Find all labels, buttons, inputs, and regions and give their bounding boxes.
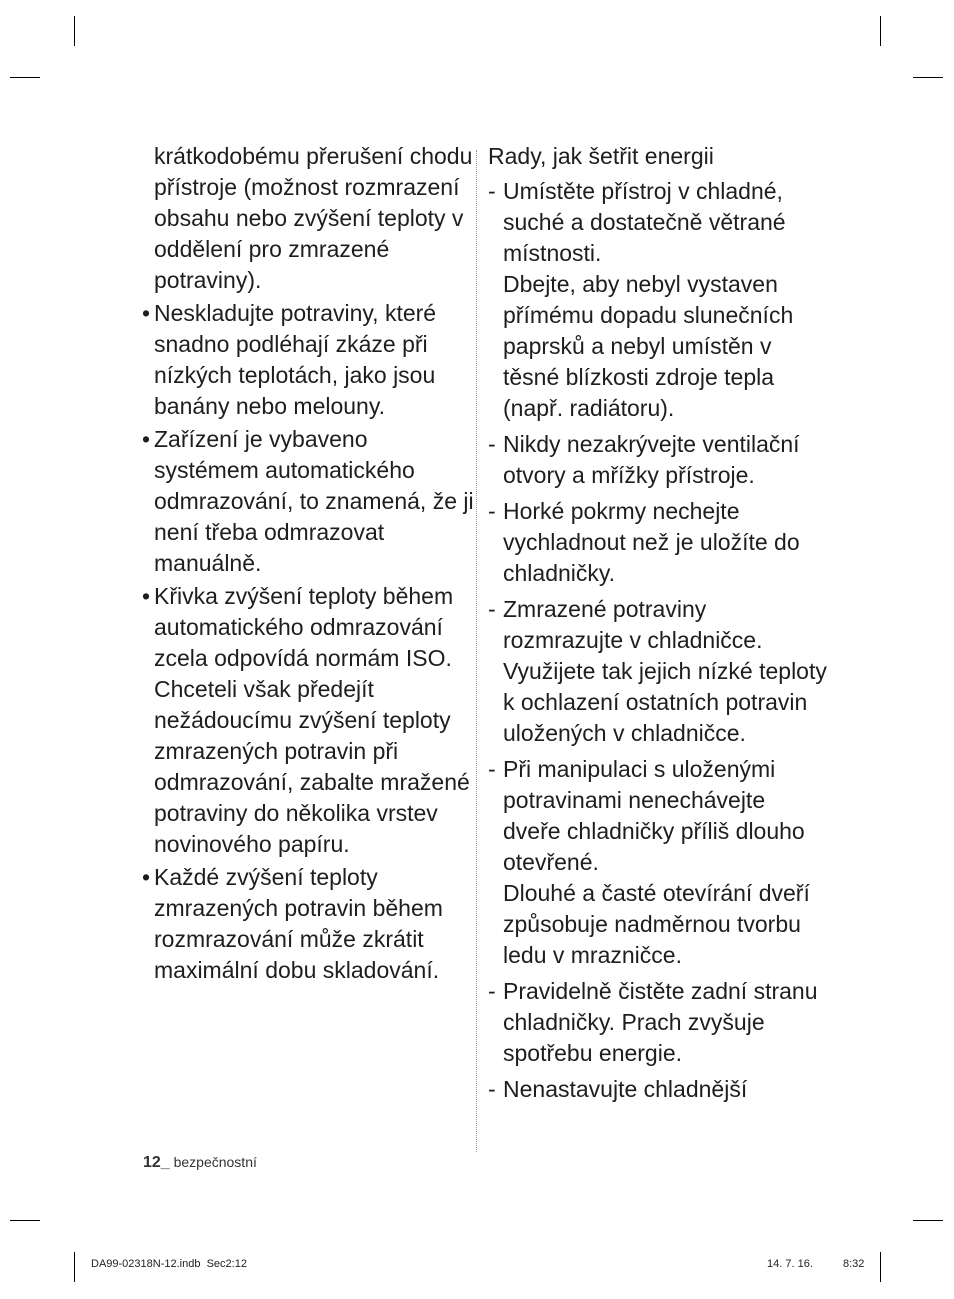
- left-column: [140, 141, 475, 988]
- section-heading: Rady, jak šetřit energii: [488, 143, 714, 169]
- tip-text: Nikdy nezakrývejte ventilační otvory a mřížky přístroje.: [503, 431, 800, 488]
- tip-item: [488, 754, 828, 971]
- dash-mark: -: [488, 178, 496, 204]
- bullet-item: [140, 581, 475, 860]
- bullet-mark: •: [142, 583, 151, 609]
- imprint-time: 8:32: [843, 1258, 865, 1270]
- imprint-filename: DA99-02318N-12.indb: [91, 1258, 201, 1270]
- continuation-text: krátkodobému přerušení chodu přístroje (možnost rozmrazení obsahu nebo zvýšení teploty v oddělení pro zmrazené potraviny).: [154, 143, 473, 293]
- tip-text: Umístěte přístroj v chladné, suché a dostatečně větrané místnosti.: [503, 178, 786, 266]
- dash-mark: -: [488, 498, 496, 524]
- bullet-text: Křivka zvýšení teploty během automatického odmrazování zcela odpovídá normám ISO. Chceteli však předejít nežádoucímu zvýšení teploty zmrazených potravin při odmrazování, zabalte mražené potraviny do několika vrstev novinového papíru.: [154, 583, 470, 857]
- imprint-file: [91, 1258, 247, 1270]
- right-column: [488, 141, 828, 1110]
- crop-mark-top-right: [880, 16, 881, 46]
- tip-text: Při manipulaci s uloženými potravinami nenechávejte dveře chladničky příliš dlouho otevřené.: [503, 756, 805, 875]
- tip-text: Zmrazené potraviny rozmrazujte v chladničce.: [503, 596, 763, 653]
- bullet-mark: •: [142, 300, 151, 326]
- page-number: 12: [143, 1154, 161, 1171]
- imprint-date: 14. 7. 16.: [767, 1258, 813, 1270]
- column-divider: [476, 150, 477, 1152]
- page-footer: [143, 1154, 257, 1172]
- crop-mark-top-left: [74, 16, 75, 46]
- tip-item: [488, 176, 828, 424]
- bullet-text: Zařízení je vybaveno systémem automatického odmrazování, to znamená, že ji není třeba odmrazovat manuálně.: [154, 426, 474, 576]
- bullet-mark: •: [142, 426, 151, 452]
- footer-separator: _: [160, 1154, 170, 1171]
- bullet-mark: •: [142, 864, 151, 890]
- bullet-item: [140, 298, 475, 422]
- tip-item: [488, 496, 828, 589]
- dash-mark: -: [488, 978, 496, 1004]
- crop-mark-bottom-right-h: [913, 1220, 943, 1221]
- crop-mark-bottom-left: [74, 1252, 75, 1282]
- tip-text: Nenastavujte chladnější: [503, 1076, 748, 1102]
- imprint-section: Sec2:12: [206, 1258, 247, 1270]
- tip-item: [488, 976, 828, 1069]
- tip-item: [488, 1074, 828, 1105]
- tip-text: Pravidelně čistěte zadní stranu chladničky. Prach zvyšuje spotřebu energie.: [503, 978, 818, 1066]
- crop-mark-top-left-h: [10, 77, 40, 78]
- bullet-text: Každé zvýšení teploty zmrazených potravin během rozmrazování může zkrátit maximální dobu skladování.: [154, 864, 443, 983]
- dash-mark: -: [488, 431, 496, 457]
- tip-item: [488, 594, 828, 749]
- tip-text: Horké pokrmy nechejte vychladnout než je uložíte do chladničky.: [503, 498, 800, 586]
- bullet-text: Neskladujte potraviny, které snadno podléhají zkáze při nízkých teplotách, jako jsou banány nebo melouny.: [154, 300, 437, 419]
- footer-section-name: bezpečnostní: [173, 1154, 257, 1170]
- bullet-item: [140, 862, 475, 986]
- crop-mark-bottom-right: [880, 1252, 881, 1282]
- crop-mark-top-right-h: [913, 77, 943, 78]
- tip-extra-text: Dlouhé a časté otevírání dveří způsobuje nadměrnou tvorbu ledu v mrazničce.: [503, 880, 810, 968]
- bullet-item: [140, 424, 475, 579]
- dash-mark: -: [488, 1076, 496, 1102]
- dash-mark: -: [488, 596, 496, 622]
- dash-mark: -: [488, 756, 496, 782]
- tip-extra-text: Dbejte, aby nebyl vystaven přímému dopadu slunečních paprsků a nebyl umístěn v těsné blízkosti zdroje tepla (např. radiátoru).: [503, 271, 794, 421]
- crop-mark-bottom-left-h: [10, 1220, 40, 1221]
- tip-item: [488, 429, 828, 491]
- tip-extra-text: Využijete tak jejich nízké teploty k ochlazení ostatních potravin uložených v chladničce.: [503, 658, 827, 746]
